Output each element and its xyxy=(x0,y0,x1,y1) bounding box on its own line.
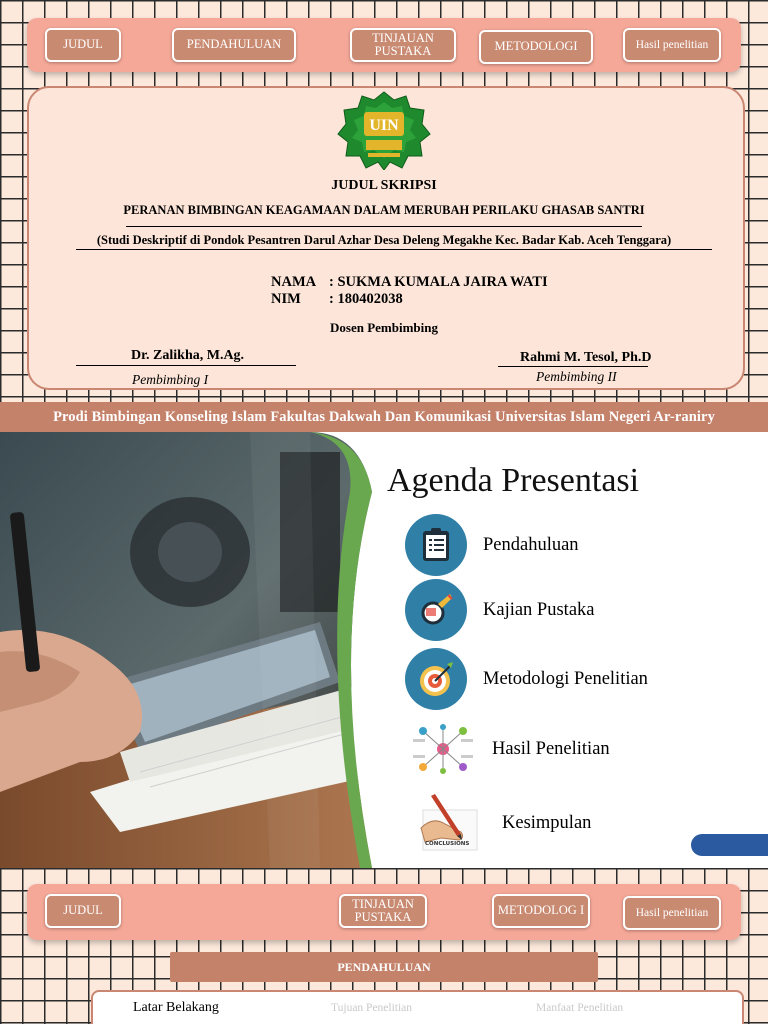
tab-latar-belakang[interactable]: Latar Belakang xyxy=(133,1000,219,1015)
target-icon xyxy=(405,648,467,710)
nav2-hasil-penelitian-button[interactable]: Hasil penelitian xyxy=(623,896,721,930)
agenda-label-pendahuluan: Pendahuluan xyxy=(483,534,579,555)
advisor2-role: Pembimbing II xyxy=(536,369,617,384)
nama-label: NAMA xyxy=(271,274,317,290)
agenda-slide xyxy=(0,432,768,868)
advisor2-line xyxy=(498,366,648,367)
agenda-item-kesimpulan[interactable] xyxy=(415,790,591,856)
conclusions-hand-icon xyxy=(415,790,481,856)
logo-text: UIN xyxy=(369,117,399,134)
diagram-icon xyxy=(410,718,476,780)
top-nav-2 xyxy=(27,884,741,940)
writing-desk-photo xyxy=(0,432,400,868)
agenda-item-pendahuluan[interactable] xyxy=(405,514,579,576)
agenda-item-metodologi[interactable] xyxy=(405,648,648,710)
advisor1-name: Dr. Zalikha, M.Ag. xyxy=(131,348,245,363)
dosen-pembimbing-heading: Dosen Pembimbing xyxy=(330,320,438,335)
advisor1-line xyxy=(76,365,296,366)
nim-label: NIM xyxy=(271,291,301,307)
agenda-label-kesimpulan: Kesimpulan xyxy=(502,812,592,833)
decorative-pill xyxy=(691,834,768,856)
agenda-label-kajian-pustaka: Kajian Pustaka xyxy=(483,599,595,620)
uin-logo-icon xyxy=(336,90,432,170)
advisor1-role: Pembimbing I xyxy=(132,372,209,387)
tab-manfaat-penelitian[interactable]: Manfaat Penelitian xyxy=(536,1002,624,1014)
thesis-subtitle: (Studi Deskriptif di Pondok Pesantren Darul Azhar Desa Deleng Megakhe Kec. Badar Kab. Aceh Tenggara) xyxy=(96,233,672,247)
agenda-item-kajian-pustaka[interactable] xyxy=(405,579,595,641)
nav-hasil-penelitian-button[interactable]: Hasil penelitian xyxy=(623,28,721,62)
agenda-item-hasil-penelitian[interactable] xyxy=(410,718,610,780)
nav2-tinjauan-pustaka-button[interactable]: TINJAUAN PUSTAKA xyxy=(339,894,427,928)
tab-tujuan-penelitian[interactable]: Tujuan Penelitian xyxy=(331,1002,413,1014)
nav-tinjauan-pustaka-button[interactable]: TINJAUAN PUSTAKA xyxy=(350,28,456,62)
judul-skripsi-heading: JUDUL SKRIPSI xyxy=(331,178,437,193)
nav2-judul-button[interactable]: JUDUL xyxy=(45,894,121,928)
top-nav xyxy=(27,18,741,72)
conclusions-caption: CONCLUSIONS xyxy=(425,841,470,847)
nav-metodologi-button[interactable]: METODOLOGI xyxy=(479,30,593,64)
agenda-label-hasil-penelitian: Hasil Penelitian xyxy=(492,738,610,759)
nav-pendahuluan-button[interactable]: PENDAHULUAN xyxy=(172,28,296,62)
section-title: PENDAHULUAN xyxy=(170,952,598,982)
nav-judul-button[interactable]: JUDUL xyxy=(45,28,121,62)
agenda-label-metodologi: Metodologi Penelitian xyxy=(483,668,648,689)
pendahuluan-slide xyxy=(0,868,768,1024)
thesis-title: PERANAN BIMBINGAN KEAGAMAAN DALAM MERUBAH PERILAKU GHASAB SANTRI xyxy=(123,203,645,217)
clipboard-icon xyxy=(405,514,467,576)
section-tabs xyxy=(91,990,744,1024)
agenda-title: Agenda Presentasi xyxy=(387,462,640,499)
subtitle-underline xyxy=(76,249,712,250)
nav2-metodologi-button[interactable]: METODOLOG I xyxy=(492,894,590,928)
title-slide xyxy=(0,0,768,432)
nama-value: : SUKMA KUMALA JAIRA WATI xyxy=(329,274,548,290)
title-underline xyxy=(126,226,642,227)
faculty-footer: Prodi Bimbingan Konseling Islam Fakultas Dakwah Dan Komunikasi Universitas Islam Negeri Ar-raniry xyxy=(0,402,768,432)
magnifier-pencil-icon xyxy=(405,579,467,641)
advisor2-name: Rahmi M. Tesol, Ph.D xyxy=(520,350,652,365)
nim-value: : 180402038 xyxy=(329,291,403,307)
